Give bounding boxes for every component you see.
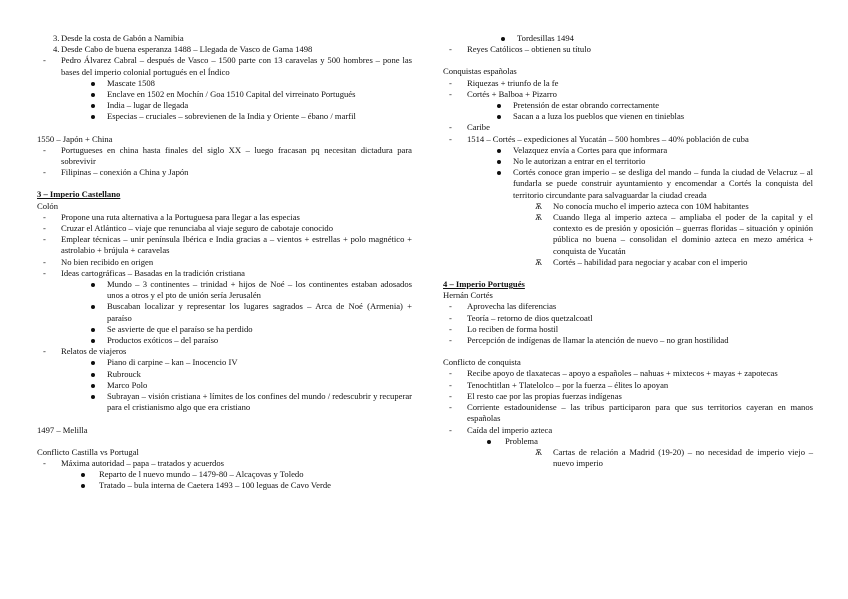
section-heading: 4 – Imperio Portugués <box>443 279 525 290</box>
numbered-item: 4. Desde Cabo de buena esperanza 1488 – Llegada de Vasco de Gama 1498 <box>53 44 313 55</box>
list-item: - Propone una ruta alternativa a la Portuguesa para llegar a las especias <box>43 211 300 222</box>
bullet-icon <box>487 440 491 444</box>
bullet-icon <box>91 373 95 377</box>
left-column <box>37 33 412 492</box>
numbered-item: 3. Desde la costa de Gabón a Namibia <box>53 33 184 43</box>
bullet-item: Tratado – bula interna de Caetera 1493 – 100 leguas de Cavo Verde <box>37 480 412 491</box>
section-label: Conquistas españolas <box>443 66 517 77</box>
bullet-icon <box>91 328 95 332</box>
bullet-icon <box>91 384 95 388</box>
bullet-item: India – lugar de llegada <box>37 100 412 111</box>
bullet-icon <box>501 37 505 41</box>
bullet-item: Buscaban localizar y representar los lugares sagrados – Arca de Noé (Armenia) + paraíso <box>37 301 412 323</box>
arrow-item: Ѫ No conocía mucho el imperio azteca con 10M habitantes <box>535 200 749 211</box>
subsection-label: Hernán Cortés <box>443 290 493 301</box>
list-item: - Cortés + Balboa + Pizarro <box>449 88 557 99</box>
section-label: Conflicto Castilla vs Portugal <box>37 446 139 457</box>
list-item: - Portugueses en china hasta finales del siglo XX – luego fracasan pq necesitan dictadura para sobrevivir <box>43 144 412 167</box>
right-column <box>443 33 813 469</box>
bullet-icon <box>91 305 95 309</box>
bullet-icon <box>497 149 501 153</box>
bullet-item: Se asvierte de que el paraíso se ha perdido <box>37 324 412 335</box>
bullet-icon <box>497 115 501 119</box>
bullet-item: Tordesillas 1494 <box>443 33 813 44</box>
list-item: - Corriente estadounidense – las tribus participaron para que sus territorios cayeran en manos españolas <box>449 402 813 424</box>
bullet-item: Marco Polo <box>37 380 412 391</box>
list-item: - Ideas cartográficas – Basadas en la tradición cristiana <box>43 267 245 278</box>
list-item: - Tenochtitlan + Tlatelolco – por la fuerza – élites lo apoyan <box>449 379 669 390</box>
bullet-icon <box>81 484 85 488</box>
list-item: - Pedro Álvarez Cabral – después de Vasco – 1500 parte con 13 caravelas y 500 hombres – pone las bases del imperio colonial portugués en el Índico <box>43 55 412 77</box>
list-item: - No bien recibido en origen <box>43 256 154 267</box>
arrow-item: Ѫ Cuando llega al imperio azteca – ampliaba el poder de la capital y el contexto es de presión y oposición – guerras floridas – situación y opinión pública no buena – consolidan el dominio azteca en mezo américa + conquista de Yucatán <box>535 212 813 256</box>
list-item: - Aprovecha las diferencias <box>449 301 557 312</box>
bullet-item: Productos exóticos – del paraíso <box>37 335 412 346</box>
list-item: - Recibe apoyo de tlaxatecas – apoyo a españoles – nahuas + mixtecos + mayas + zapotecas <box>449 368 778 379</box>
bullet-item: Velazquez envía a Cortes para que informara <box>443 145 813 156</box>
arrow-item: Ѫ Cartas de relación a Madrid (19-20) – no necesidad de imperio viejo – nuevo imperio <box>535 446 813 469</box>
list-item: - Relatos de viajeros <box>43 346 127 357</box>
list-item: - Caída del imperio azteca <box>449 424 553 435</box>
arrow-marker-icon: Ѫ <box>535 447 543 457</box>
bullet-item: Cortés conoce gran imperio – se desliga del mando – funda la ciudad de Velacruz – al fundarla se puede construir ayuntamiento y encomendar a Cortés la conquista del territorio circundante para salvaguardar la ciudad creada <box>443 167 813 201</box>
bullet-item: Subrayan – visión cristiana + límites de los confines del mundo / redescubrir y recuperar para el cristianismo algo que era cristiano <box>37 391 412 413</box>
list-item: - 1514 – Cortés – expediciones al Yucatán – 500 hombres – 40% población de cuba <box>449 133 749 144</box>
bullet-item: Piano di carpine – kan – Inocencio IV <box>37 357 412 368</box>
bullet-icon <box>91 339 95 343</box>
bullet-item: Mascate 1508 <box>37 78 412 89</box>
list-item: - Lo reciben de forma hostil <box>449 323 559 334</box>
list-item: - Percepción de indígenas de llamar la atención de nuevo – no gran hostilidad <box>449 335 729 346</box>
section-heading: 3 – Imperio Castellano <box>37 189 121 200</box>
bullet-icon <box>497 104 501 108</box>
bullet-icon <box>91 283 95 287</box>
bullet-icon <box>91 93 95 97</box>
bullet-item: Enclave en 1502 en Mochín / Goa 1510 Capital del virreinato Portugués <box>37 89 412 100</box>
bullet-icon <box>497 160 501 164</box>
list-item: - Emplear técnicas – unir península Ibérica e India gracias a – vientos + estrellas + polo magnético + astrolabio + brújula + caravelas <box>43 234 412 256</box>
bullet-item: Reparto de l nuevo mundo – 1479-80 – Alcaçovas y Toledo <box>37 469 412 480</box>
list-item: - Máxima autoridad – papa – tratados y acuerdos <box>43 457 224 468</box>
arrow-item: Ѫ Cortés – habilidad para negociar y acabar con el imperio <box>535 256 748 267</box>
bullet-icon <box>91 115 95 119</box>
section-label: Conflicto de conquista <box>443 357 521 368</box>
arrow-marker-icon: Ѫ <box>535 257 543 267</box>
bullet-item: Pretensión de estar obrando correctamente <box>443 100 813 111</box>
list-item: - Teoría – retorno de dios quetzalcoatl <box>449 312 593 323</box>
bullet-icon <box>497 171 501 175</box>
section-label: 1550 – Japón + China <box>37 133 113 144</box>
bullet-item: No le autorizan a entrar en el territorio <box>443 156 813 167</box>
list-item: - Reyes Católicos – obtienen su título <box>449 44 591 55</box>
list-item: - Caribe <box>449 122 490 133</box>
bullet-item: Problema <box>443 436 813 447</box>
list-item: - Riquezas + triunfo de la fe <box>449 77 559 88</box>
list-item: - El resto cae por las propias fuerzas indígenas <box>449 390 622 401</box>
bullet-icon <box>91 361 95 365</box>
list-item: - Filipinas – conexión a China y Japón <box>43 167 189 178</box>
bullet-icon <box>91 104 95 108</box>
subsection-label: Colón <box>37 200 59 211</box>
list-item: - Cruzar el Atlántico – viaje que renunciaba al viaje seguro de cabotaje conocido <box>43 223 334 234</box>
bullet-item: Sacan a a luza los pueblos que vienen en tinieblas <box>443 111 813 122</box>
bullet-icon <box>91 82 95 86</box>
bullet-icon <box>81 473 85 477</box>
arrow-marker-icon: Ѫ <box>535 201 543 211</box>
bullet-item: Rubrouck <box>37 369 412 380</box>
arrow-marker-icon: Ѫ <box>535 213 543 223</box>
bullet-item: Mundo – 3 continentes – trinidad + hijos de Noé – los continentes estaban adosados unos a otros y el pto de unión sería Jerusalén <box>37 279 412 301</box>
bullet-icon <box>91 395 95 399</box>
section-label: 1497 – Melilla <box>37 424 88 435</box>
bullet-item: Especias – cruciales – sobrevienen de la India y Oriente – ébano / marfil <box>37 111 412 122</box>
